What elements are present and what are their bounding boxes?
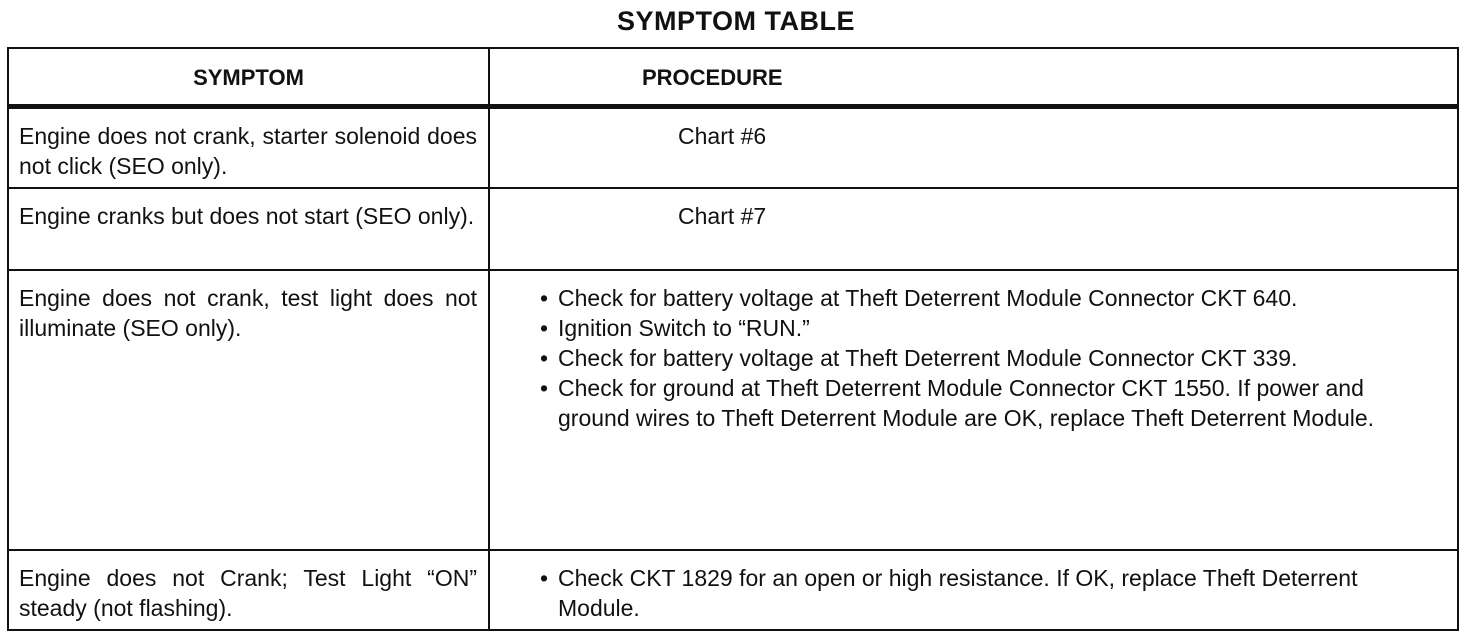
page-title: SYMPTOM TABLE — [616, 6, 855, 36]
procedure-step: • Check for battery voltage at Theft Deterrent Module Connector CKT 339. — [536, 343, 1437, 373]
procedure-chart-ref: Chart #7 — [489, 188, 1458, 270]
symptom-cell: Engine cranks but does not start (SEO only). — [8, 188, 489, 270]
procedure-chart-ref: Chart #6 — [489, 106, 1458, 188]
symptom-cell: Engine does not crank, starter solenoid does not click (SEO only). — [8, 106, 489, 188]
procedure-steps — [536, 563, 1437, 623]
symptom-cell: Engine does not crank, test light does not illuminate (SEO only). — [8, 270, 489, 550]
symptom-table — [7, 47, 1459, 631]
table-header-row — [8, 48, 1458, 106]
table-row — [8, 106, 1458, 188]
table-row — [8, 550, 1458, 630]
procedure-cell — [489, 270, 1458, 550]
symptom-cell: Engine does not Crank; Test Light “ON” steady (not flashing). — [8, 550, 489, 630]
procedure-step: • Check CKT 1829 for an open or high resistance. If OK, replace Theft Deterrent Module. — [536, 563, 1437, 623]
procedure-column-header: PROCEDURE — [489, 48, 1458, 106]
procedure-steps — [536, 283, 1437, 433]
table-row — [8, 188, 1458, 270]
procedure-step: • Check for ground at Theft Deterrent Module Connector CKT 1550. If power and ground wires to Theft Deterrent Module are OK, replace Theft Deterrent Module. — [536, 373, 1437, 433]
symptom-column-header: SYMPTOM — [8, 48, 489, 106]
procedure-step: • Check for battery voltage at Theft Deterrent Module Connector CKT 640. — [536, 283, 1437, 313]
table-row — [8, 270, 1458, 550]
procedure-cell — [489, 550, 1458, 630]
procedure-step: • Ignition Switch to “RUN.” — [536, 313, 1437, 343]
